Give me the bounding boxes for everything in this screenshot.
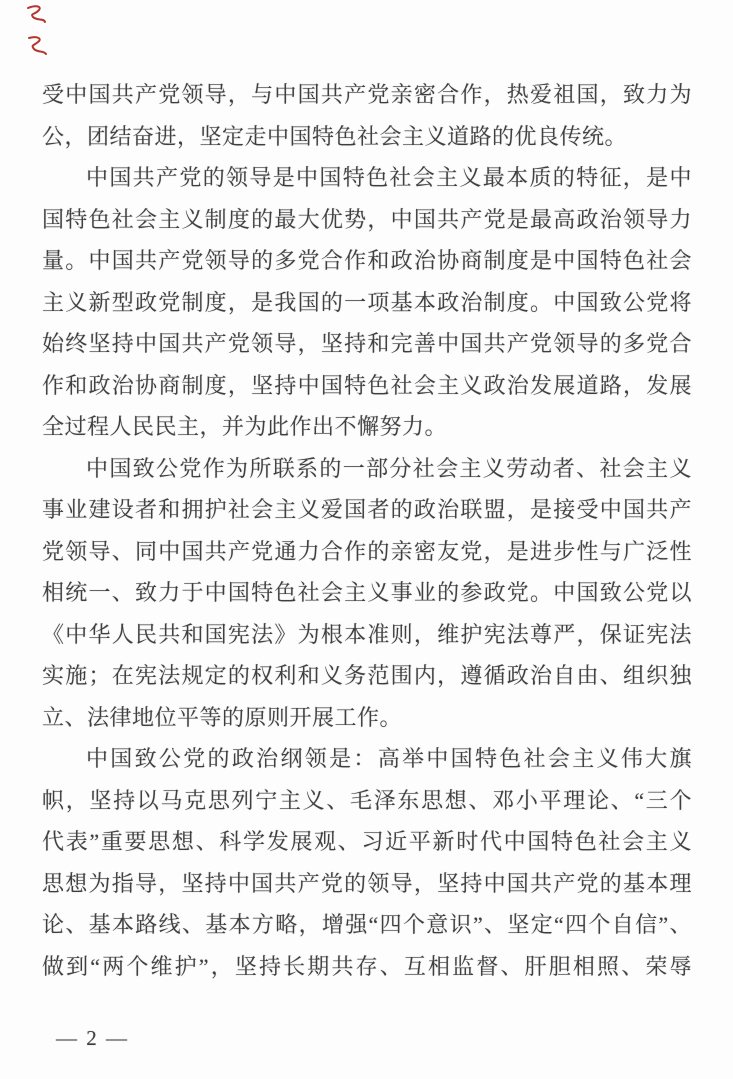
text-line: 始终坚持中国共产党领导，坚持和完善中国共产党领导的多党合 <box>42 331 692 356</box>
text-line: 受中国共产党领导，与中国共产党亲密合作，热爱祖国，致力为 <box>42 82 692 107</box>
text-line: 实施；在宪法规定的权利和义务范围内，遵循政治自由、组织独 <box>42 663 692 688</box>
text-line: 量。中国共产党领导的多党合作和政治协商制度是中国特色社会 <box>42 248 692 273</box>
page-number: — 2 — <box>56 1026 129 1050</box>
text-line: 相统一、致力于中国特色社会主义事业的参政党。中国致公党以 <box>42 580 692 605</box>
text-line: 主义新型政党制度，是我国的一项基本政治制度。中国致公党将 <box>42 289 692 315</box>
text-line: 中国共产党的领导是中国特色社会主义最本质的特征，是中 <box>86 165 692 190</box>
text-line: 思想为指导，坚持中国共产党的领导，坚持中国共产党的基本理 <box>42 870 692 896</box>
text-line: 论、基本路线、基本方略，增强“四个意识”、坚定“四个自信”、 <box>42 912 692 937</box>
text-line: 公，团结奋进，坚定走中国特色社会主义道路的优良传统。 <box>42 123 628 149</box>
text-line: 事业建设者和拥护社会主义爱国者的政治联盟，是接受中国共产 <box>42 497 692 522</box>
text-line: 党领导、同中国共产党通力合作的亲密友党，是进步性与广泛性 <box>42 538 692 564</box>
text-line: 立、法律地位平等的原则开展工作。 <box>42 704 403 730</box>
red-pen-mark-icon <box>24 3 50 27</box>
text-line: 《中华人民共和国宪法》为根本准则，维护宪法尊严，保证宪法 <box>42 621 692 647</box>
text-line: 作和政治协商制度，坚持中国特色社会主义政治发展道路，发展 <box>42 372 692 398</box>
body-text <box>42 74 692 987</box>
text-line: 国特色社会主义制度的最大优势，中国共产党是最高政治领导力 <box>42 206 692 232</box>
text-line: 做到“两个维护”，坚持长期共存、互相监督、肝胆相照、荣辱 <box>42 953 692 979</box>
red-pen-mark-icon <box>24 34 50 58</box>
red-annotation-marks <box>24 3 54 59</box>
text-line: 中国致公党作为所联系的一部分社会主义劳动者、社会主义 <box>86 455 692 481</box>
text-line: 全过程人民民主，并为此作出不懈努力。 <box>42 414 448 439</box>
text-line: 帜，坚持以马克思列宁主义、毛泽东思想、邓小平理论、“三个 <box>42 787 692 813</box>
text-line: 代表”重要思想、科学发展观、习近平新时代中国特色社会主义 <box>42 829 692 854</box>
text-line: 中国致公党的政治纲领是：高举中国特色社会主义伟大旗 <box>86 746 692 771</box>
